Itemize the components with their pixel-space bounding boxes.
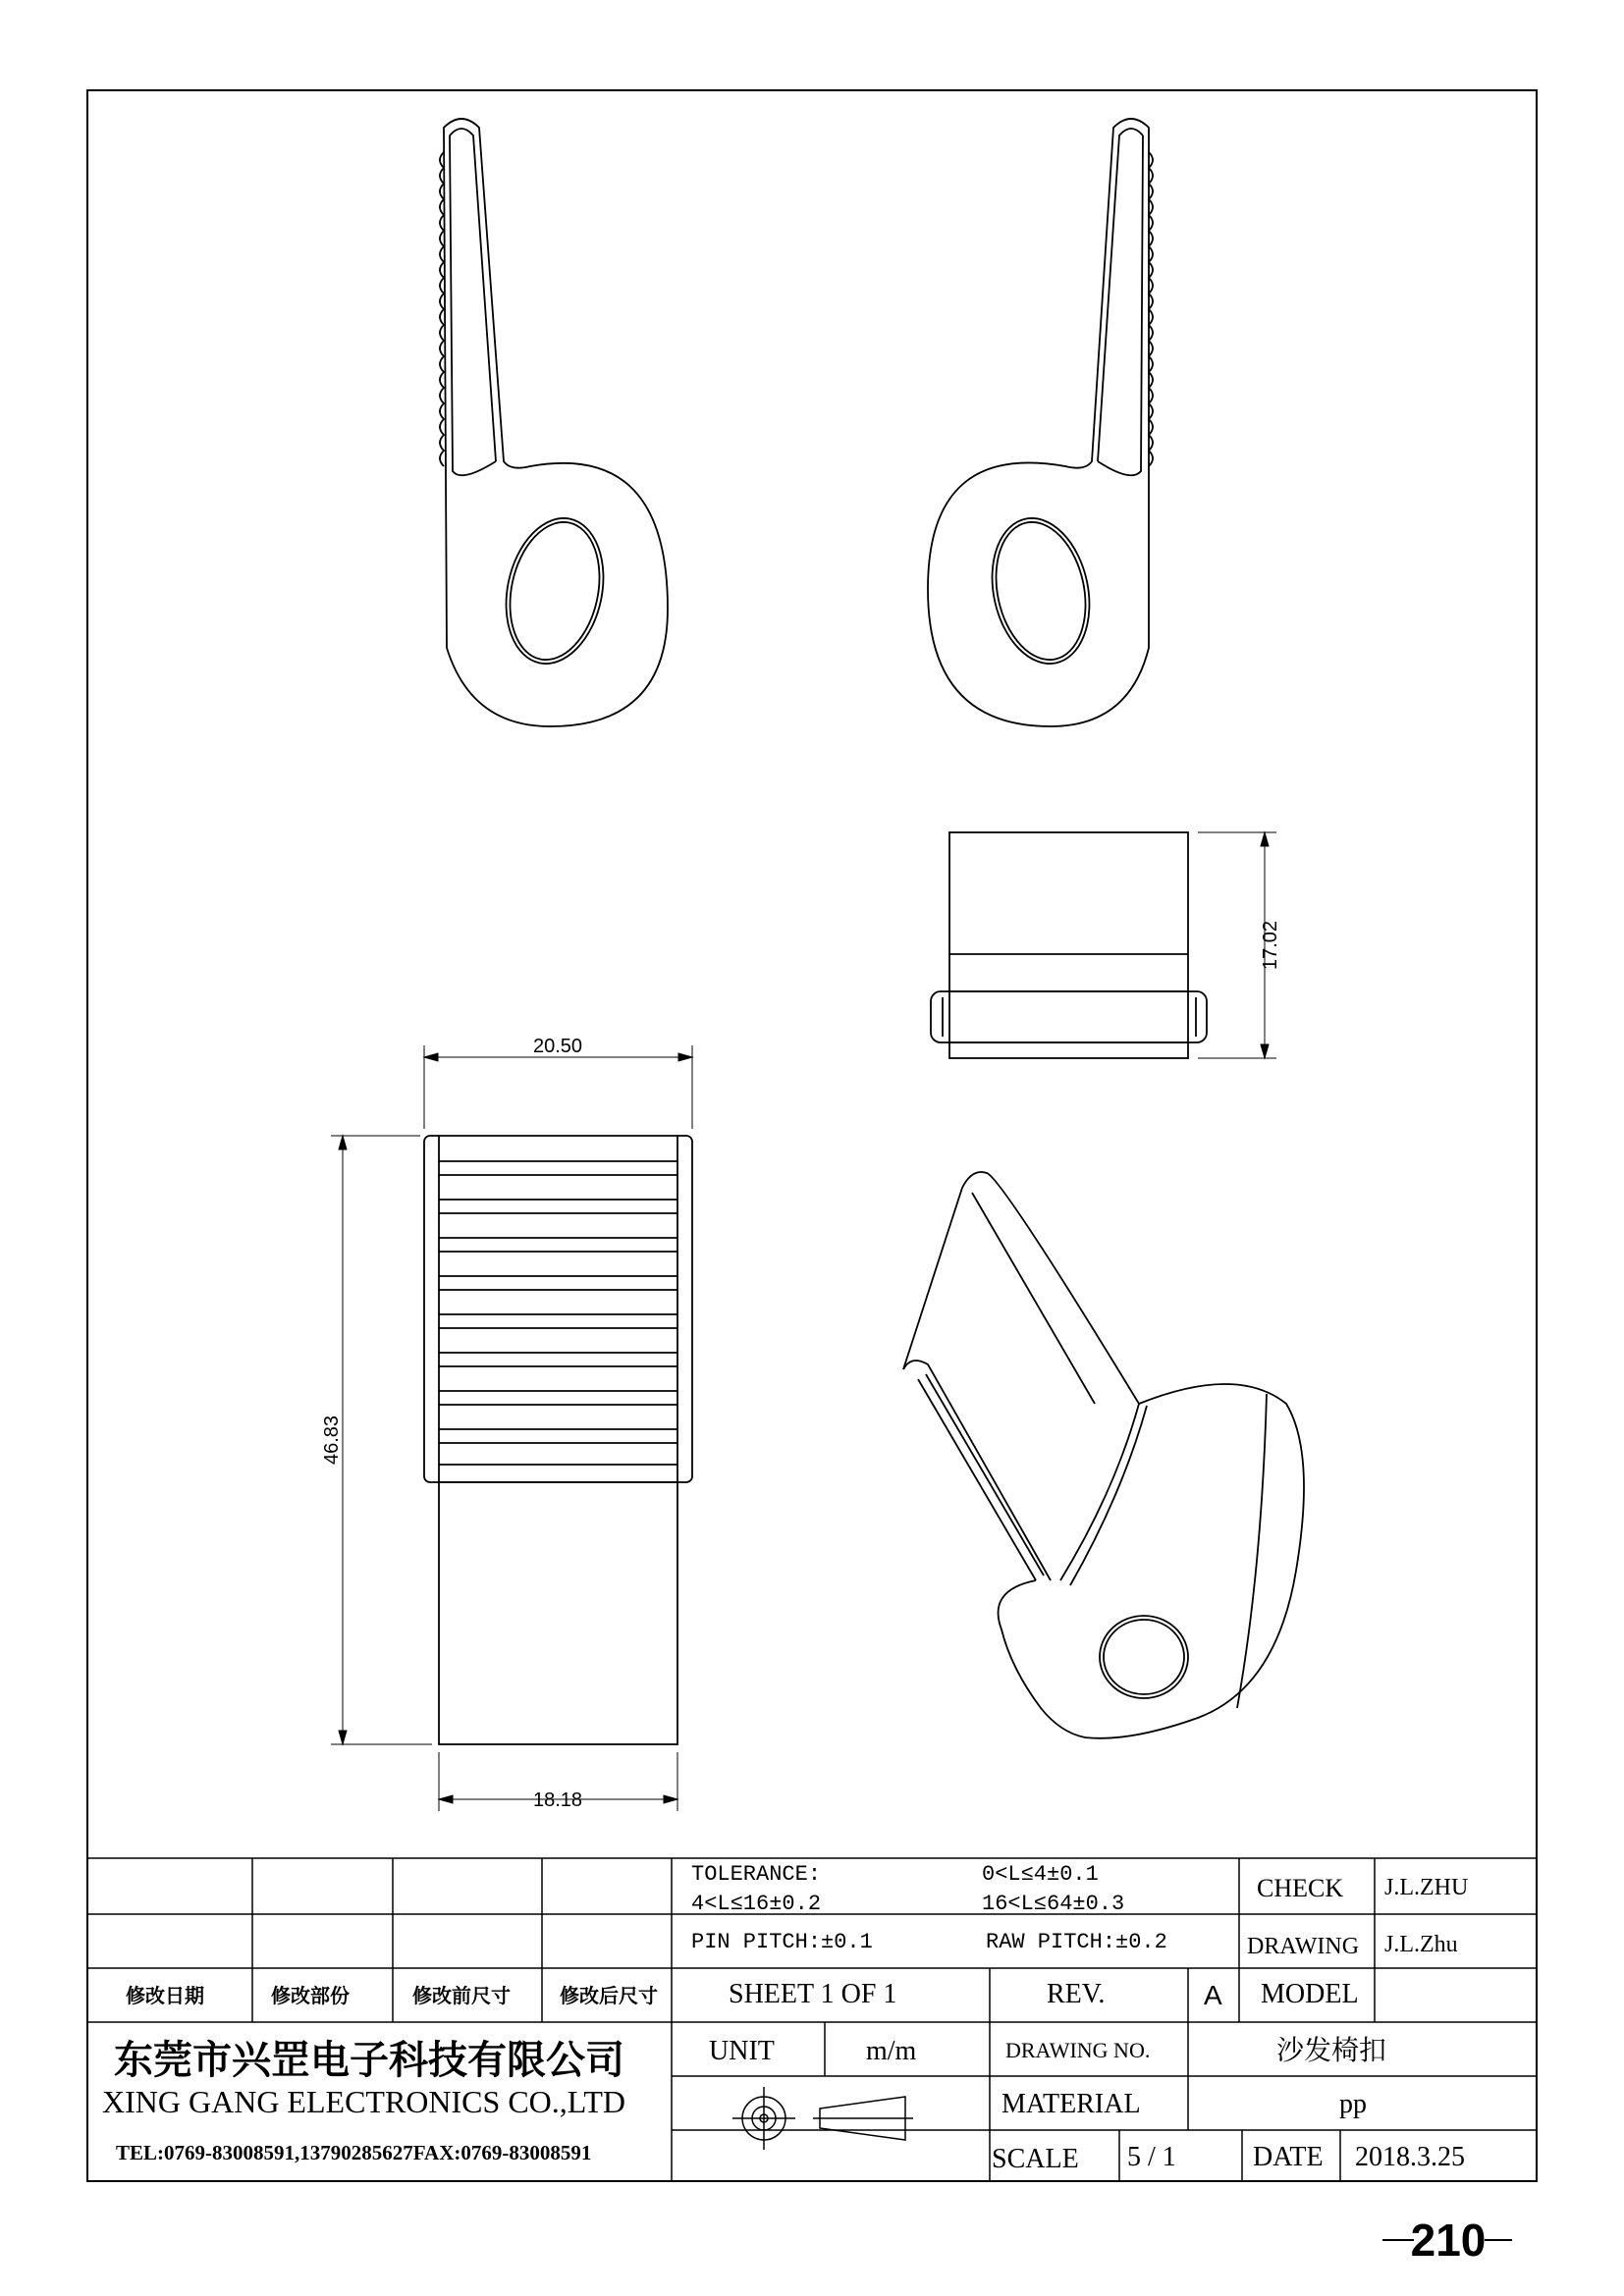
dim-top-width — [424, 1045, 692, 1129]
drawing-value: J.L.Zhu — [1384, 1932, 1458, 1957]
raw-pitch: RAW PITCH:±0.2 — [986, 1930, 1167, 1954]
company-contact: TEL:0769-83008591,13790285627FAX:0769-83008591 — [116, 2141, 592, 2164]
rev-header-before: 修改前尺寸 — [412, 1986, 511, 2007]
material-value: pp — [1339, 2089, 1367, 2119]
scale-value: 5 / 1 — [1127, 2142, 1176, 2172]
page-number: 210 — [1410, 2215, 1487, 2266]
tolerance-label: TOLERANCE: — [691, 1862, 822, 1887]
rev-value: A — [1204, 1980, 1222, 2010]
drawing-no-label: DRAWING NO. — [1005, 2038, 1151, 2062]
date-label: DATE — [1253, 2142, 1324, 2172]
company-name-en: XING GANG ELECTRONICS CO.,LTD — [102, 2084, 626, 2119]
drawing-label: DRAWING — [1247, 1934, 1360, 1959]
rev-header-after: 修改后尺寸 — [560, 1986, 658, 2007]
unit-label: UNIT — [709, 2036, 775, 2066]
rev-header-part: 修改部份 — [271, 1986, 350, 2007]
pin-pitch: PIN PITCH:±0.1 — [691, 1930, 873, 1954]
dim-top-width-label: 20.50 — [532, 1036, 583, 1057]
tolerance-range-1: 0<L≤4±0.1 — [982, 1862, 1099, 1887]
drawing-no-value: 沙发椅扣 — [1276, 2036, 1387, 2066]
dim-side-height-label: 17.02 — [1260, 920, 1281, 971]
front-view — [424, 1136, 692, 1744]
end-view — [931, 832, 1207, 1058]
check-label: CHECK — [1257, 1874, 1344, 1902]
sheet-number: SHEET 1 OF 1 — [729, 1979, 897, 2009]
material-label: MATERIAL — [1001, 2089, 1141, 2119]
isometric-view — [903, 1172, 1304, 1738]
check-value: J.L.ZHU — [1384, 1875, 1469, 1900]
rev-header-date: 修改日期 — [126, 1986, 204, 2007]
scale-label: SCALE — [992, 2144, 1079, 2174]
unit-value: m/m — [866, 2036, 917, 2066]
tolerance-range-2: 4<L≤16±0.2 — [691, 1892, 822, 1916]
dim-height — [331, 1136, 432, 1744]
side-view-right — [928, 119, 1153, 726]
tolerance-range-3: 16<L≤64±0.3 — [982, 1892, 1125, 1916]
dim-bottom-width-label: 18.18 — [532, 1789, 583, 1811]
dim-height-label: 46.83 — [321, 1415, 343, 1466]
side-view-left — [440, 119, 668, 726]
model-label: MODEL — [1261, 1979, 1359, 2009]
date-value: 2018.3.25 — [1355, 2142, 1465, 2172]
company-name-cn: 东莞市兴罡电子科技有限公司 — [114, 2038, 624, 2082]
rev-label: REV. — [1047, 1979, 1106, 2009]
